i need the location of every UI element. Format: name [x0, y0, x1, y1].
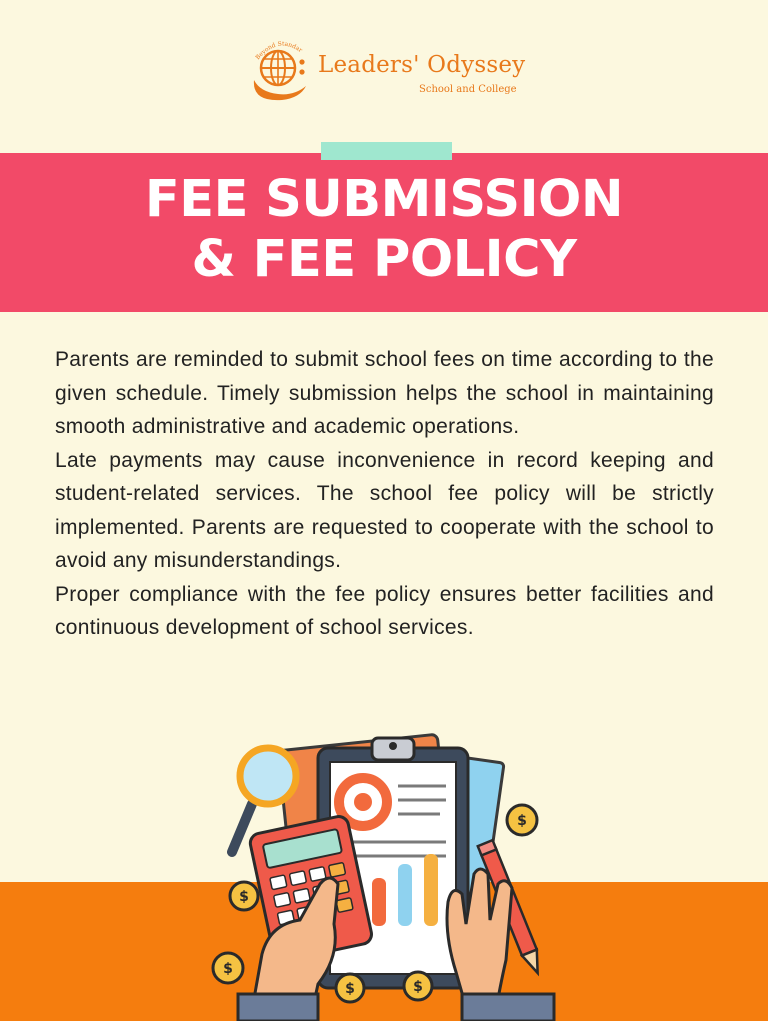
globe-logo-icon: [248, 40, 318, 104]
svg-text:$: $: [517, 813, 527, 829]
svg-text:$: $: [345, 981, 355, 997]
logo-subtitle: School and College: [419, 84, 517, 95]
accent-bar: [321, 142, 452, 160]
logo-arc-text: Beyond Standar: [254, 40, 304, 62]
paragraph-1: Parents are reminded to submit school fees on time according to the given schedule. Timely submission helps the school in maintaining smooth administrative and academic operations.: [55, 348, 714, 438]
coin-icon: [404, 972, 432, 1000]
title-line-1: FEE SUBMISSION: [144, 170, 624, 229]
title-line-2: & FEE POLICY: [191, 230, 577, 289]
coin-icon: [336, 974, 364, 1002]
paragraph-3: Proper compliance with the fee policy ensures better facilities and continuous development of school services.: [55, 582, 714, 639]
coin-icon: [213, 953, 243, 983]
svg-text:$: $: [223, 961, 233, 977]
policy-text: [55, 343, 714, 645]
paragraph-2: Late payments may cause inconvenience in record keeping and student-related services. The school fee policy will be strictly implemented. Parents are requested to cooperate with the school to avoid any misunderstandings.: [55, 448, 714, 572]
svg-text:$: $: [239, 889, 249, 905]
finance-illustration: [0, 724, 768, 1021]
page-title: [0, 170, 768, 290]
logo-name: Leaders' Odyssey: [318, 52, 526, 78]
school-logo: [248, 38, 538, 106]
coin-icon: [230, 882, 258, 910]
svg-text:$: $: [413, 979, 423, 995]
coin-icon: [507, 805, 537, 835]
